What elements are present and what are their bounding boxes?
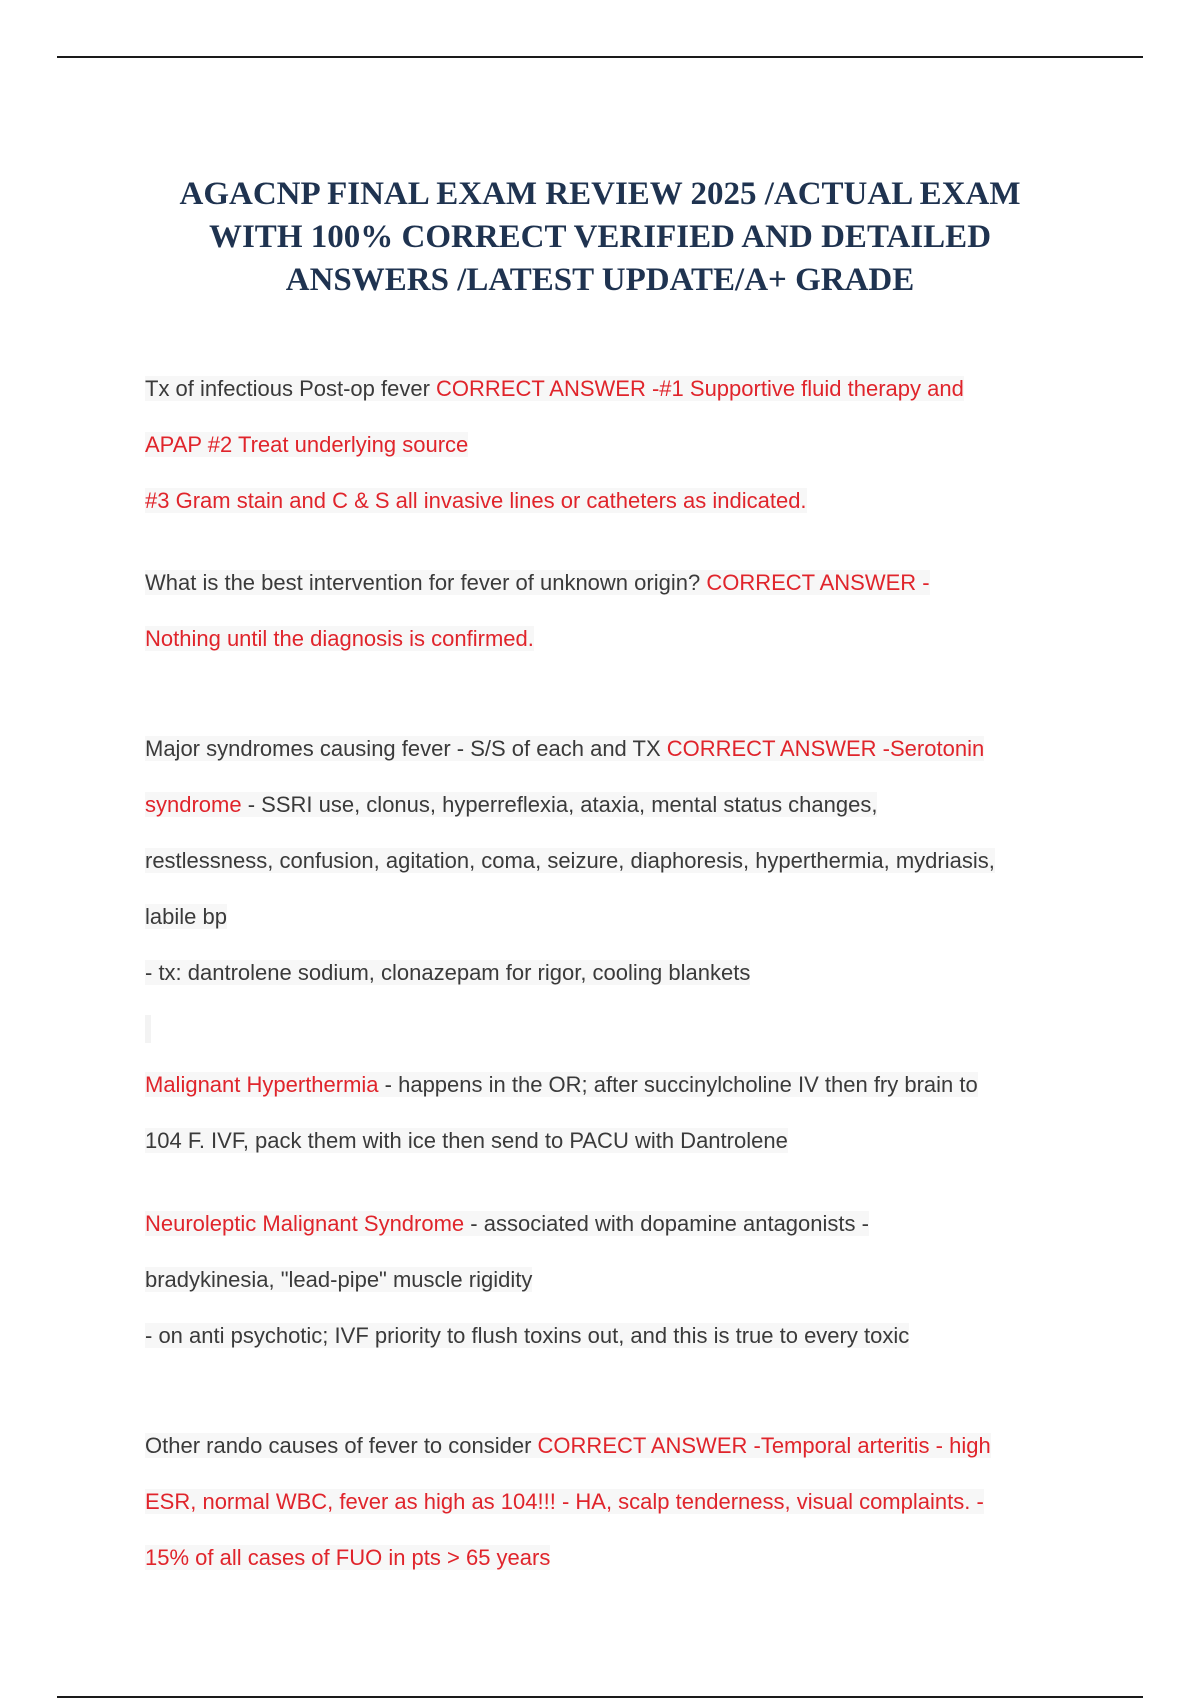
text-line (145, 611, 1105, 667)
text-line (145, 889, 1105, 945)
qa-block-nms (145, 1196, 1105, 1364)
text-line (145, 1418, 1105, 1474)
question-text: Tx of infectious Post-op fever (145, 376, 437, 401)
text-line (145, 1113, 1105, 1169)
blank-paragraph (145, 1001, 1105, 1057)
qa-block-other-causes (145, 1418, 1105, 1586)
title-line-1: AGACNP FINAL EXAM REVIEW 2025 /ACTUAL EXAM (179, 176, 1021, 212)
answer-text: ESR, normal WBC, fever as high as 104!!! - HA, scalp tenderness, visual complaints. - (145, 1489, 984, 1514)
question-text: Other rando causes of fever to consider (145, 1433, 538, 1458)
text-line (145, 1530, 1105, 1586)
text-line (145, 1196, 1105, 1252)
detail-text: - happens in the OR; after succinylcholine IV then fry brain to (378, 1072, 978, 1097)
document-body (145, 361, 1105, 1586)
text-line (145, 361, 1105, 417)
detail-text: - SSRI use, clonus, hyperreflexia, ataxia, mental status changes, (241, 792, 878, 817)
text-line (145, 721, 1105, 777)
text-line (145, 555, 1105, 611)
detail-text: restlessness, confusion, agitation, coma, seizure, diaphoresis, hyperthermia, mydriasis, (145, 848, 995, 873)
qa-block-malignant-hyperthermia (145, 1057, 1105, 1169)
detail-text: 104 F. IVF, pack them with ice then send to PACU with Dantrolene (145, 1128, 788, 1153)
title-line-2: WITH 100% CORRECT VERIFIED AND DETAILED (208, 219, 992, 255)
top-rule (57, 56, 1143, 58)
qa-block-fever-syndromes (145, 721, 1105, 1001)
text-line (145, 1308, 1105, 1364)
qa-block-fuo-intervention (145, 555, 1105, 667)
answer-text: syndrome (145, 792, 242, 817)
answer-text: CORRECT ANSWER -Serotonin (666, 736, 985, 761)
title-line-3: ANSWERS /LATEST UPDATE/A+ GRADE (285, 262, 915, 298)
text-line (145, 1474, 1105, 1530)
term-text: Malignant Hyperthermia (145, 1072, 379, 1097)
text-line (145, 1057, 1105, 1113)
term-text: Neuroleptic Malignant Syndrome (145, 1211, 465, 1236)
question-text: Major syndromes causing fever - S/S of each and TX (145, 736, 667, 761)
text-line (145, 417, 1105, 473)
text-line (145, 833, 1105, 889)
bottom-rule (57, 1696, 1143, 1698)
detail-text: - associated with dopamine antagonists - (464, 1211, 869, 1236)
detail-text: bradykinesia, "lead-pipe" muscle rigidity (145, 1267, 533, 1292)
qa-block-postop-fever (145, 361, 1105, 529)
text-line (145, 473, 1105, 529)
detail-text: - tx: dantrolene sodium, clonazepam for rigor, cooling blankets (145, 960, 751, 985)
answer-text: CORRECT ANSWER -#1 Supportive fluid therapy and (436, 376, 964, 401)
answer-text: APAP #2 Treat underlying source (145, 432, 469, 457)
question-text: What is the best intervention for fever of unknown origin? (145, 570, 707, 595)
text-line (145, 777, 1105, 833)
answer-text: #3 Gram stain and C & S all invasive lines or catheters as indicated. (145, 488, 807, 513)
answer-text: CORRECT ANSWER - (706, 570, 930, 595)
text-line (145, 1252, 1105, 1308)
answer-text: Nothing until the diagnosis is confirmed. (145, 626, 534, 651)
detail-text: - on anti psychotic; IVF priority to flush toxins out, and this is true to every toxic (145, 1323, 910, 1348)
text-line (145, 945, 1105, 1001)
detail-text: labile bp (145, 904, 227, 929)
answer-text: CORRECT ANSWER -Temporal arteritis - high (537, 1433, 991, 1458)
document-title (100, 173, 1100, 302)
answer-text: 15% of all cases of FUO in pts > 65 years (145, 1545, 551, 1570)
